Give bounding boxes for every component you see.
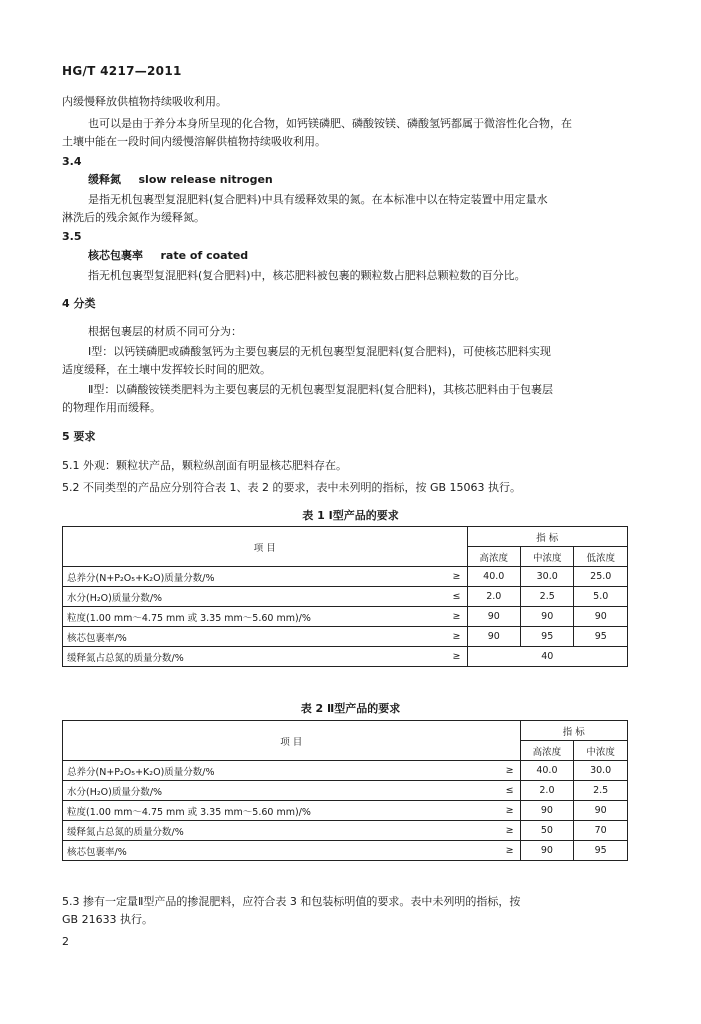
table-row: [63, 607, 628, 627]
cell-value: 25.0: [574, 567, 628, 587]
section-number-3-4: 3.4: [62, 155, 82, 168]
table-row: [63, 781, 628, 801]
definition-line: 指无机包裹型复混肥料(复合肥料)中，核芯肥料被包裹的颗粒数占肥料总颗粒数的百分比。: [88, 269, 526, 282]
cell-value: 90: [520, 801, 574, 821]
row-symbol: ≥: [496, 761, 521, 781]
row-symbol: ≥: [496, 841, 521, 861]
cell-value: 2.0: [467, 587, 520, 607]
table-row: [63, 647, 628, 667]
table-2-index-header: 指 标: [520, 721, 627, 741]
document-header: HG/T 4217—2011: [62, 64, 182, 78]
row-label: 核芯包裹率/%: [63, 627, 443, 647]
definition-line: 是指无机包裹型复混肥料(复合肥料)中具有缓释效果的氮。在本标准中以在特定装置中用定量水: [88, 193, 548, 206]
clause-5-3-cont: GB 21633 执行。: [62, 913, 154, 926]
cell-value: 5.0: [574, 587, 628, 607]
table-2-item-header: 项 目: [63, 721, 521, 761]
table-row: [63, 627, 628, 647]
paragraph-line: 根据包裹层的材质不同可分为：: [88, 325, 242, 338]
row-label: 缓释氮占总氮的质量分数/%: [63, 647, 443, 667]
paragraph-line: 土壤中能在一段时间内缓慢溶解供植物持续吸收利用。: [62, 135, 326, 148]
row-symbol: ≥: [496, 821, 521, 841]
table-1-item-header: 项 目: [63, 527, 468, 567]
table-1-caption: 表 1 Ⅰ型产品的要求: [302, 509, 399, 522]
table-row: [63, 587, 628, 607]
paragraph-line: 适度缓释，在土壤中发挥较长时间的肥效。: [62, 363, 271, 376]
table-row: [63, 801, 628, 821]
paragraph-line: 内缓慢释放供植物持续吸收利用。: [62, 95, 227, 108]
row-symbol: ≥: [496, 801, 521, 821]
cell-value: 2.0: [520, 781, 574, 801]
cell-value: 40.0: [467, 567, 520, 587]
section-number-3-5: 3.5: [62, 230, 82, 243]
table-row: [63, 821, 628, 841]
table-2-col-header: 中浓度: [574, 741, 628, 761]
row-symbol: ≤: [443, 587, 468, 607]
term-en: slow release nitrogen: [138, 173, 273, 186]
table-1: [62, 526, 628, 667]
paragraph-line: Ⅰ型：以钙镁磷肥或磷酸氢钙为主要包裹层的无机包裹型复混肥料(复合肥料)，可使核芯肥料实现: [88, 345, 551, 358]
cell-value: 70: [574, 821, 628, 841]
paragraph-line: 也可以是由于养分本身所呈现的化合物，如钙镁磷肥、磷酸铵镁、磷酸氢钙都属于微溶性化合物，在: [88, 117, 572, 130]
cell-value: 90: [574, 801, 628, 821]
cell-value: 90: [574, 607, 628, 627]
table-2: [62, 720, 628, 861]
clause-5-2: 5.2 不同类型的产品应分别符合表 1、表 2 的要求，表中未列明的指标，按 GB 15063 执行。: [62, 481, 522, 494]
cell-value: 30.0: [520, 567, 573, 587]
cell-value: 90: [467, 627, 520, 647]
row-label: 核芯包裹率/%: [63, 841, 496, 861]
term-en: rate of coated: [160, 249, 249, 262]
row-label: 水分(H₂O)质量分数/%: [63, 587, 443, 607]
cell-value: 2.5: [520, 587, 573, 607]
row-symbol: ≥: [443, 647, 468, 667]
row-label: 水分(H₂O)质量分数/%: [63, 781, 496, 801]
cell-value: 95: [574, 841, 628, 861]
table-row: [63, 841, 628, 861]
term-slow-release-nitrogen: [88, 172, 273, 188]
row-symbol: ≤: [496, 781, 521, 801]
table-2-col-header: 高浓度: [520, 741, 574, 761]
cell-value: 50: [520, 821, 574, 841]
row-label: 总养分(N+P₂O₅+K₂O)质量分数/%: [63, 761, 496, 781]
table-1-col-header: 低浓度: [574, 547, 628, 567]
table-1-index-header: 指 标: [467, 527, 628, 547]
term-cn: 核芯包裹率: [88, 249, 143, 262]
clause-5-1: 5.1 外观：颗粒状产品，颗粒纵剖面有明显核芯肥料存在。: [62, 459, 347, 472]
clause-5-3: 5.3 掺有一定量Ⅱ型产品的掺混肥料，应符合表 3 和包装标明值的要求。表中未列明的指标，按: [62, 895, 521, 908]
table-row: [63, 567, 628, 587]
row-label: 总养分(N+P₂O₅+K₂O)质量分数/%: [63, 567, 443, 587]
row-symbol: ≥: [443, 607, 468, 627]
cell-value: 2.5: [574, 781, 628, 801]
cell-value: 95: [520, 627, 573, 647]
cell-value: 90: [467, 607, 520, 627]
term-rate-of-coated: [88, 248, 248, 264]
row-label: 粒度(1.00 mm～4.75 mm 或 3.35 mm～5.60 mm)/%: [63, 801, 496, 821]
row-label: 粒度(1.00 mm～4.75 mm 或 3.35 mm～5.60 mm)/%: [63, 607, 443, 627]
definition-line: 淋洗后的残余氮作为缓释氮。: [62, 211, 205, 224]
section-title-requirements: 5 要求: [62, 430, 96, 443]
cell-value: 90: [520, 841, 574, 861]
table-2-caption: 表 2 Ⅱ型产品的要求: [300, 702, 401, 715]
cell-value: 40.0: [520, 761, 574, 781]
table-row: [63, 761, 628, 781]
row-symbol: ≥: [443, 567, 468, 587]
paragraph-line: 的物理作用而缓释。: [62, 401, 161, 414]
row-label: 缓释氮占总氮的质量分数/%: [63, 821, 496, 841]
table-1-col-header: 高浓度: [467, 547, 520, 567]
cell-value-merged: 40: [467, 647, 628, 667]
cell-value: 30.0: [574, 761, 628, 781]
paragraph-line: Ⅱ型：以磷酸铵镁类肥料为主要包裹层的无机包裹型复混肥料(复合肥料)，其核芯肥料由于包裹层: [88, 383, 553, 396]
section-title-classification: 4 分类: [62, 297, 96, 310]
table-1-col-header: 中浓度: [520, 547, 573, 567]
cell-value: 95: [574, 627, 628, 647]
page-number: 2: [62, 935, 69, 948]
cell-value: 90: [520, 607, 573, 627]
row-symbol: ≥: [443, 627, 468, 647]
term-cn: 缓释氮: [88, 173, 121, 186]
